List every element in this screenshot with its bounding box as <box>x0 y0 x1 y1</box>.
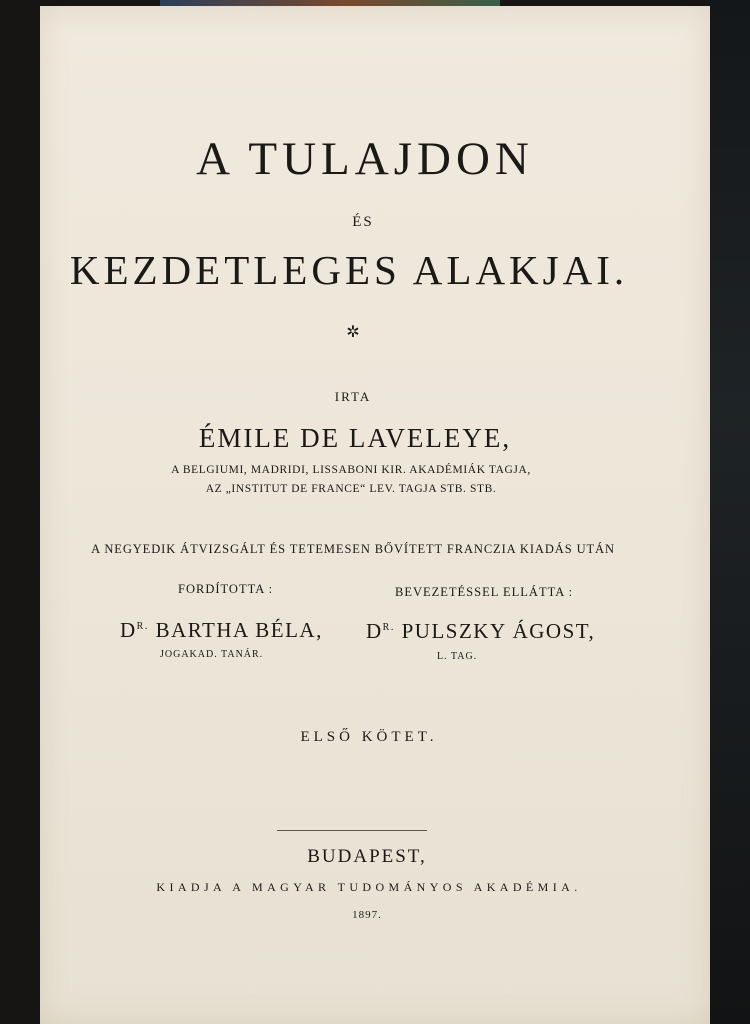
title-page <box>40 6 710 1024</box>
edition-note: A NEGYEDIK ÁTVIZSGÁLT ÉS TETEMESEN BŐVÍTETT FRANCZIA KIADÁS UTÁN <box>91 542 615 556</box>
asterisk-ornament-icon: ✲ <box>346 324 360 341</box>
introducer-name-text: PULSZKY ÁGOST, <box>401 619 596 643</box>
translator-role: JOGAKAD. TANÁR. <box>160 649 264 660</box>
divider-rule <box>277 830 427 831</box>
translator-label: FORDÍTOTTA : <box>178 582 274 596</box>
author-affiliation-line-2: AZ „INSTITUT DE FRANCE“ LEV. TAGJA STB. STB. <box>205 483 497 495</box>
introducer-role: L. TAG. <box>437 651 478 662</box>
author-affiliation-line-1: A BELGIUMI, MADRIDI, LISSABONI KIR. AKADÉMIÁK TAGJA, <box>171 464 531 476</box>
publication-year: 1897. <box>352 909 382 921</box>
introducer-label: BEVEZETÉSSEL ELLÁTTA : <box>395 585 574 599</box>
translator-title-prefix: D <box>120 618 137 642</box>
introducer-title-sup: R. <box>382 622 395 633</box>
title-conjunction: ÉS <box>352 214 374 230</box>
translator-title-sup: R. <box>136 621 149 632</box>
title-line-2: KEZDETLEGES ALAKJAI. <box>69 247 629 293</box>
volume-label: ELSŐ KÖTET. <box>300 729 438 745</box>
publication-city: BUDAPEST, <box>307 846 427 867</box>
translator-name <box>120 618 323 643</box>
translator-name-text: BARTHA BÉLA, <box>155 618 323 642</box>
author-name: ÉMILE DE LAVELEYE, <box>198 423 512 453</box>
title-line-1: A TULAJDON <box>196 133 534 185</box>
background-surface <box>710 0 750 1024</box>
by-label: IRTA <box>334 389 372 404</box>
publisher: KIADJA A MAGYAR TUDOMÁNYOS AKADÉMIA. <box>156 880 582 894</box>
introducer-name <box>366 619 595 644</box>
introducer-title-prefix: D <box>366 619 383 643</box>
